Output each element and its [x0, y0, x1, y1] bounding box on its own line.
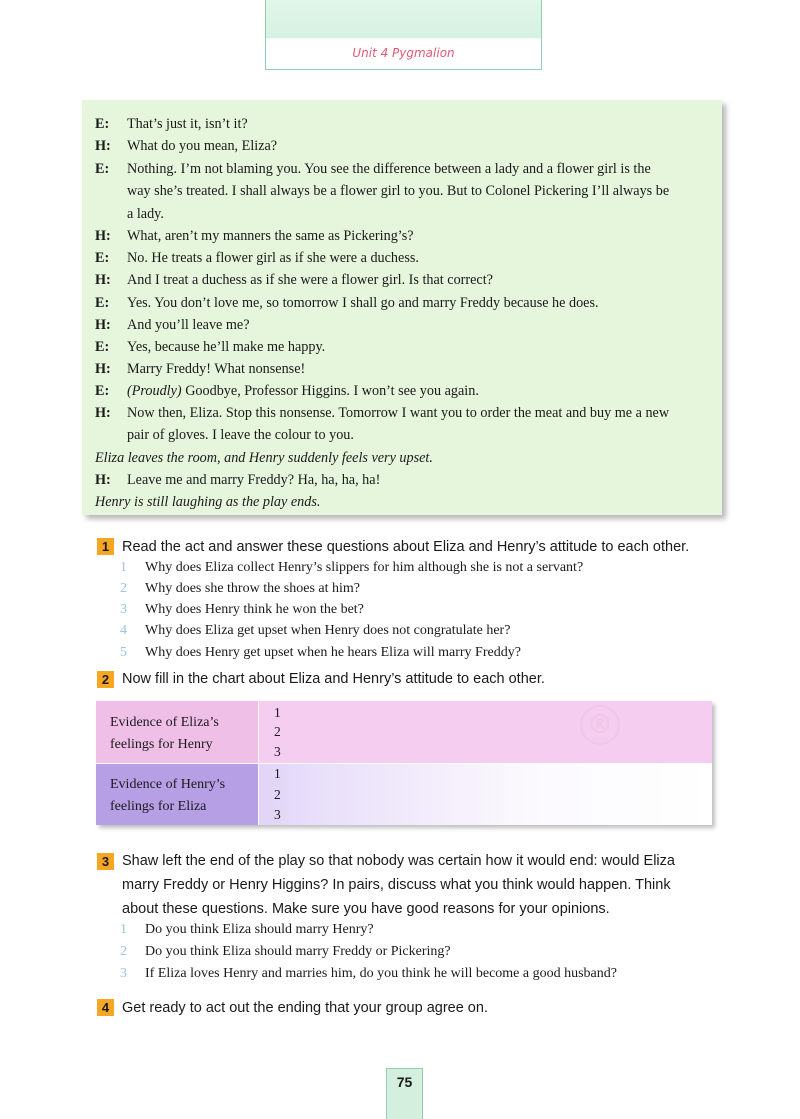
question-number: 2	[120, 944, 127, 959]
dialogue-text: a lady.	[127, 206, 164, 222]
task-instruction: Get ready to act out the ending that your group agree on.	[122, 1000, 488, 1016]
task-instruction: Now fill in the chart about Eliza and Henry’s attitude to each other.	[122, 671, 545, 687]
speaker-label: H:	[95, 138, 111, 154]
page-number-tab	[386, 1068, 423, 1119]
dialogue-text: Now then, Eliza. Stop this nonsense. Tomorrow I want you to order the meat and buy me a new	[127, 405, 670, 421]
chart-row-label: Evidence of Eliza’s	[110, 715, 219, 730]
task-number-badge: 2	[97, 671, 114, 688]
task-number-badge: 3	[97, 853, 114, 870]
dialogue-text: What, aren’t my manners the same as Pickering’s?	[127, 228, 414, 244]
dialogue-text: No. He treats a flower girl as if she were a duchess.	[127, 250, 419, 266]
question-number: 3	[120, 602, 127, 617]
question-number: 5	[120, 645, 127, 660]
speaker-label: H:	[95, 317, 111, 333]
question-text: Do you think Eliza should marry Freddy or Pickering?	[145, 944, 451, 959]
question-number: 4	[120, 623, 127, 638]
dialogue-text: way she’s treated. I shall always be a flower girl to you. But to Colonel Pickering I’ll always be	[127, 183, 670, 199]
page-number: 75	[396, 1074, 413, 1090]
stage-direction: (Proudly)	[127, 383, 182, 399]
speaker-label: H:	[95, 272, 111, 288]
question-text: Why does Eliza get upset when Henry does not congratulate her?	[145, 623, 511, 638]
task-number-badge: 4	[97, 999, 114, 1016]
question-text: Why does Eliza collect Henry’s slippers for him although she is not a servant?	[145, 560, 584, 575]
chart-answer-number: 2	[274, 724, 281, 739]
question-text: If Eliza loves Henry and marries him, do you think he will become a good husband?	[145, 966, 617, 981]
dialogue-text: Leave me and marry Freddy? Ha, ha, ha, ha!	[127, 472, 381, 488]
task-number-badge: 1	[97, 538, 114, 555]
speaker-label: E:	[95, 383, 110, 399]
question-number: 1	[120, 560, 127, 575]
question-number: 1	[120, 922, 127, 937]
task-instruction: marry Freddy or Henry Higgins? In pairs, discuss what you think would happen. Think	[122, 877, 671, 893]
dialogue-text: What do you mean, Eliza?	[127, 138, 278, 154]
speaker-label: H:	[95, 361, 111, 377]
question-text: Why does she throw the shoes at him?	[145, 581, 361, 596]
task-instruction: about these questions. Make sure you have good reasons for your opinions.	[122, 901, 610, 917]
speaker-label: E:	[95, 116, 110, 132]
stage-direction-line: Eliza leaves the room, and Henry suddenly feels very upset.	[95, 450, 433, 466]
question-text: Why does Henry think he won the bet?	[145, 602, 364, 617]
unit-title: Unit 4 Pygmalion	[352, 46, 455, 60]
task-instruction: Read the act and answer these questions about Eliza and Henry’s attitude to each other.	[122, 539, 690, 555]
question-number: 3	[120, 966, 127, 981]
chart-row-label-cell	[96, 701, 259, 763]
dialogue-text	[127, 380, 717, 402]
speaker-label: E:	[95, 161, 110, 177]
speaker-label: H:	[95, 472, 111, 488]
chart-row-label: feelings for Eliza	[110, 799, 207, 814]
chart-row-label: feelings for Henry	[110, 737, 213, 752]
dialogue-text: That’s just it, isn’t it?	[127, 116, 248, 132]
dialogue-text: And you’ll leave me?	[127, 317, 250, 333]
dialogue-text: Marry Freddy! What nonsense!	[127, 361, 306, 377]
chart-answer-number: 3	[274, 807, 281, 822]
speaker-label: E:	[95, 250, 110, 266]
question-text: Do you think Eliza should marry Henry?	[145, 922, 374, 937]
chart-row-label-cell	[96, 763, 259, 825]
stage-direction-line: Henry is still laughing as the play ends.	[95, 494, 321, 510]
chart-answer-number: 3	[274, 744, 281, 759]
feelings-chart	[96, 701, 712, 825]
chart-answer-number: 1	[274, 766, 281, 781]
speaker-label: E:	[95, 339, 110, 355]
speaker-label: H:	[95, 405, 111, 421]
chart-answer-number: 1	[274, 705, 281, 720]
dialogue-text: And I treat a duchess as if she were a flower girl. Is that correct?	[127, 272, 493, 288]
dialogue-text: pair of gloves. I leave the colour to you.	[127, 427, 354, 443]
task-instruction: Shaw left the end of the play so that nobody was certain how it would end: would Eliza	[122, 853, 675, 869]
question-text: Why does Henry get upset when he hears Eliza will marry Freddy?	[145, 645, 521, 660]
unit-header-tab	[265, 0, 542, 70]
chart-row-eliza	[96, 701, 712, 763]
chart-divider	[96, 763, 712, 764]
dialogue-text-rest: Goodbye, Professor Higgins. I won’t see you again.	[181, 383, 479, 399]
chart-row-henry	[96, 763, 712, 825]
dialogue-text: Yes. You don’t love me, so tomorrow I shall go and marry Freddy because he does.	[127, 295, 599, 311]
question-number: 2	[120, 581, 127, 596]
registered-watermark: ®	[580, 705, 620, 745]
speaker-label: H:	[95, 228, 111, 244]
dialogue-text: Yes, because he’ll make me happy.	[127, 339, 326, 355]
dialogue-text: Nothing. I’m not blaming you. You see the difference between a lady and a flower girl is the	[127, 161, 651, 177]
speaker-label: E:	[95, 295, 110, 311]
chart-answer-number: 2	[274, 787, 281, 802]
chart-row-label: Evidence of Henry’s	[110, 777, 226, 792]
